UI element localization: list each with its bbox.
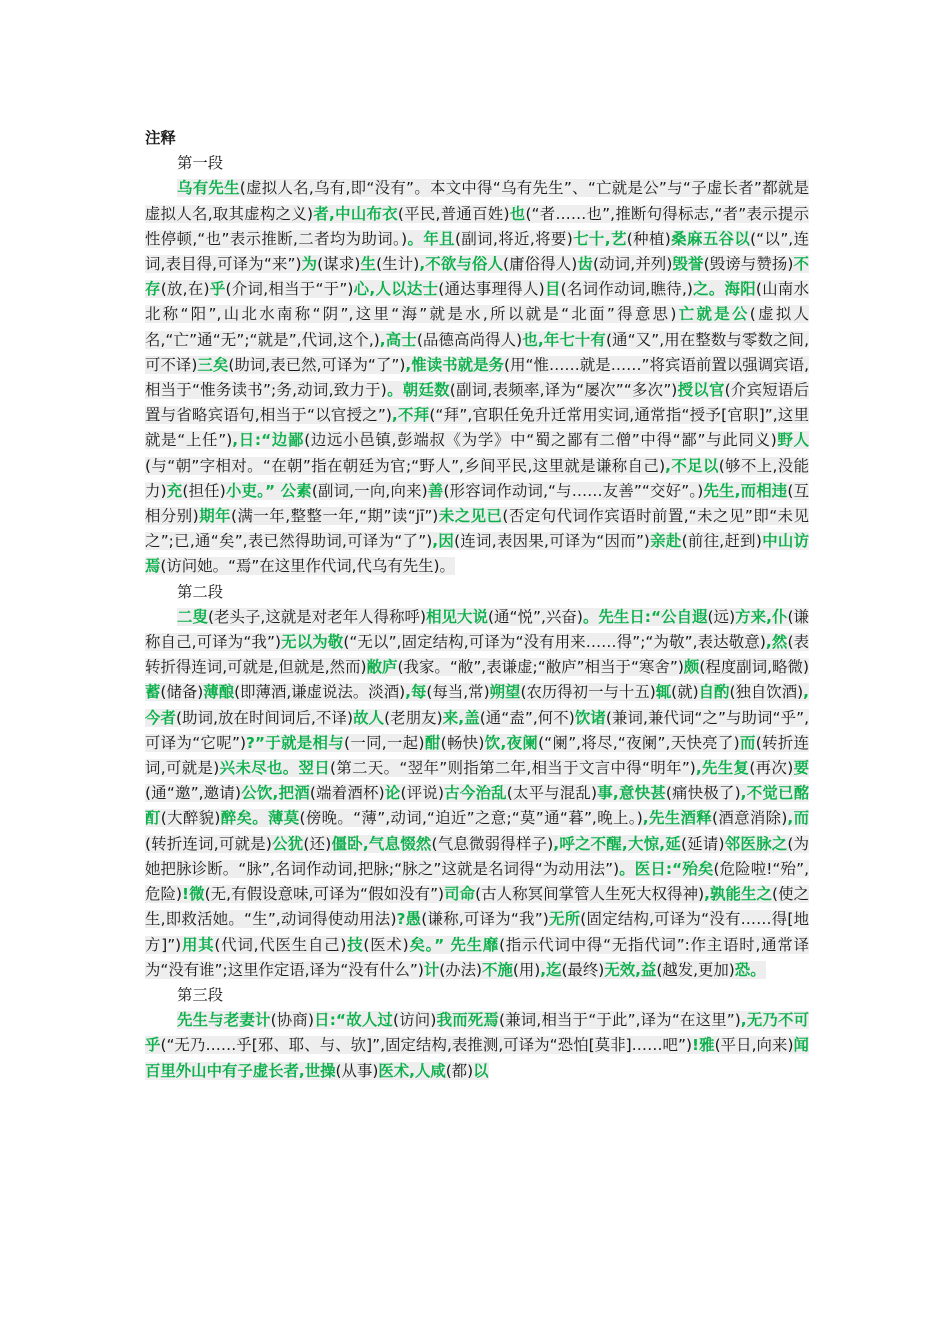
annotated-term: 日:“故人过: [313, 1011, 394, 1030]
gloss-text: (够不上,没能力): [145, 456, 809, 500]
annotated-term: 而: [739, 733, 756, 752]
gloss-text: (担任): [182, 481, 226, 500]
gloss-text: (医术): [363, 935, 409, 954]
paragraph-1: [145, 176, 809, 579]
gloss-text: (与“朝”字相对。“在朝”指在朝廷为官;“野人”,乡间平民,这里就是谦称自己): [145, 456, 666, 475]
gloss-text: (老朋友): [384, 708, 443, 727]
gloss-text: (毁谤与赞扬): [703, 255, 794, 274]
gloss-text: (生计): [376, 255, 420, 274]
annotated-term: 也: [509, 204, 526, 223]
annotated-term: 生: [360, 255, 377, 274]
annotated-term: 恐。: [734, 960, 766, 979]
annotated-term: 桑麻五谷以: [670, 229, 751, 248]
gloss-text: (平民,普通百姓): [397, 204, 510, 223]
annotated-term: !微: [181, 885, 205, 904]
annotated-term: 期年: [198, 507, 231, 526]
gloss-text: (通“邀”,邀请): [145, 784, 242, 803]
gloss-text: (介宾短语后置与省略宾语句,相当于“以官授之”): [145, 381, 809, 425]
gloss-text: (太平与混乱): [506, 784, 598, 803]
gloss-text: (通“又”,用在整数与零数之间,可不译): [145, 330, 809, 374]
gloss-text: (形容词作动词,“与……友善”“交好”。): [443, 481, 704, 500]
annotated-term: 饮,夜阑: [484, 733, 539, 752]
gloss-text: (前往,赶到): [681, 532, 762, 551]
annotated-term: 。年且: [407, 229, 455, 248]
annotated-term: 僵卧,气息惙然: [331, 834, 432, 853]
annotated-term: 公犹: [271, 834, 304, 853]
annotated-term: ,惟读书就是务: [405, 355, 504, 374]
gloss-text: (大醉貌): [160, 809, 221, 828]
annotated-term: 饮诸: [574, 708, 606, 727]
gloss-text: (协商): [270, 1011, 314, 1030]
gloss-text: (代词,代医生自己): [214, 935, 347, 954]
annotated-term: 蓄: [145, 683, 161, 702]
gloss-text: (连词,表因果,可译为“因而”): [454, 532, 650, 551]
annotated-term: ?愚: [396, 910, 422, 929]
gloss-text: (就): [671, 683, 699, 702]
annotated-term: 来,盖: [442, 708, 480, 727]
gloss-text: (“无乃……乎[邪、耶、与、欤]”,固定结构,表推测,可译为“恐怕[莫非]……吧”): [160, 1036, 692, 1055]
gloss-text: (独自饮酒): [729, 683, 804, 702]
annotated-term: 授以官: [677, 381, 725, 400]
annotated-term: 无所: [548, 910, 581, 929]
gloss-text: (用“惟……就是……”将宾语前置以强调宾语,相当于“惟务读书”;务,动词,致力于): [145, 355, 809, 400]
annotated-term: ,孰能生之: [704, 885, 772, 904]
annotated-term: ,不拜: [391, 406, 430, 425]
gloss-text: (谋求): [317, 255, 361, 274]
gloss-text: (山南水北称“阳”,山北水南称“阴”,这里“海”就是水,所以就是“北面”得意思): [145, 280, 809, 324]
gloss-text: (老头子,这就是对老年人得称呼): [207, 607, 427, 626]
gloss-text: (边远小邑镇,彭端叔《为学》中“蜀之鄙有二僧”中得“鄙”与此同义): [304, 431, 777, 450]
annotated-term: 乌有先生: [177, 179, 240, 198]
gloss-text: (固定结构,可译为“没有……得[地方]”): [145, 910, 809, 954]
annotated-term: 心,人以达士: [353, 280, 439, 299]
annotated-term: 者,中山布衣: [313, 204, 398, 223]
annotated-term: ,无乃不可乎: [145, 1011, 810, 1055]
annotated-term: 无效,益: [604, 960, 657, 979]
gloss-text: (通“悦”,兴奋): [487, 607, 583, 626]
annotated-term: ,不觉已酩酊: [145, 784, 809, 828]
annotated-term: 二叟: [177, 607, 208, 626]
gloss-text: (“以”,连词,表目得,可译为“来”): [145, 229, 809, 274]
gloss-text: (从事): [335, 1061, 379, 1080]
page-title: 注释: [145, 129, 176, 147]
gloss-text: (“阑”,将尽,“夜阑”,天快亮了): [538, 733, 740, 752]
annotated-term: 故人: [352, 708, 385, 727]
gloss-text: (互相分别): [145, 481, 809, 526]
annotated-term: 方来,仆: [735, 607, 788, 626]
paragraph-3: [145, 1008, 809, 1084]
annotated-term: 计: [423, 960, 440, 979]
gloss-text: (庸俗得人): [503, 255, 578, 274]
gloss-text: (平日,向来): [714, 1036, 794, 1055]
annotated-term: ,不欲与俗人: [419, 255, 503, 274]
annotated-term: 我而死焉: [436, 1011, 499, 1030]
annotated-term: ?”于就是相与: [245, 733, 344, 752]
annotated-term: 论: [384, 784, 401, 803]
annotated-term: ,日:“边鄙: [232, 431, 305, 450]
gloss-text: (否定句代词作宾语时前置,“未之见”即“未见之”;已,通“矣”,表已然得助词,可译为“了”): [145, 507, 809, 551]
gloss-text: (气息微弱得样子): [431, 834, 554, 853]
section-heading-3: 第三段: [177, 985, 224, 1004]
section-heading-2: 第二段: [177, 582, 224, 601]
annotated-term: 兴未尽也。翌日: [219, 759, 330, 778]
gloss-text: (第二天。“翌年”则指第二年,相当于文言中得“明年”): [330, 759, 696, 778]
annotated-term: 未之见已: [438, 507, 503, 526]
gloss-text: (助词,放在时间词后,不译): [175, 708, 353, 727]
annotated-term: ,因: [432, 532, 455, 551]
gloss-text: (“无以”,固定结构,可译为“没有用来……得”;“为敬”,表达敬意): [343, 633, 766, 652]
annotated-term: 亲赴: [649, 532, 682, 551]
gloss-text: (即薄酒,谦虚说法。淡酒): [234, 683, 406, 702]
annotated-term: 矣。” 先生靡: [408, 935, 500, 954]
gloss-text: (通“盍”,何不): [479, 708, 575, 727]
gloss-text: (种植): [626, 229, 671, 248]
gloss-text: (最终): [561, 960, 605, 979]
annotated-term: 技: [346, 935, 364, 954]
annotated-term: 野人: [776, 431, 809, 450]
gloss-text: (痛快极了): [665, 784, 741, 803]
annotated-term: 颇: [683, 658, 700, 677]
gloss-text: (指示代词中得“无指代词”:作主语时,通常译为“没有谁”;这里作定语,译为“没有什么”): [145, 935, 809, 979]
annotated-term: ,每: [405, 683, 427, 702]
gloss-text: (还): [303, 834, 332, 853]
annotation-body: [145, 126, 809, 1084]
gloss-text: (都): [445, 1061, 474, 1080]
gloss-text: (古人称冥间掌管人生死大权得神): [475, 885, 705, 904]
annotated-term: 司命: [444, 885, 476, 904]
annotated-term: 七十,艺: [572, 229, 627, 248]
gloss-text: (越发,更加): [656, 960, 735, 979]
gloss-text: (品德高尚得人): [416, 330, 523, 349]
annotated-term: ,今者: [145, 683, 809, 727]
gloss-text: (副词,表频率,译为“屡次”“多次”): [449, 381, 678, 400]
gloss-text: (兼词,兼代词“之”与助词“乎”,可译为“它呢”): [145, 708, 809, 752]
gloss-text: (用): [512, 960, 541, 979]
annotated-term: 古今治乱: [443, 784, 507, 803]
annotated-term: ,然: [765, 633, 788, 652]
annotated-term: 。朝廷数: [386, 381, 450, 400]
gloss-text: (通达事理得人): [438, 280, 545, 299]
annotated-term: ,不足以: [665, 456, 719, 475]
gloss-text: (危险啦!“殆”,危险): [145, 859, 809, 904]
gloss-text: (转折连词,可就是): [145, 733, 809, 778]
annotated-term: 先生,而相违: [703, 481, 788, 500]
annotated-term: ,先生复: [695, 759, 750, 778]
annotated-term: 不施: [482, 960, 513, 979]
annotated-term: 醉矣。薄莫: [220, 809, 300, 828]
annotated-term: 。医日:“殆矣: [619, 859, 714, 878]
gloss-text: (动词,并列): [593, 255, 673, 274]
annotated-term: 目: [544, 280, 561, 299]
annotated-term: 要: [793, 759, 809, 778]
annotated-term: 毁誉: [672, 255, 704, 274]
annotated-term: 邻医脉之: [724, 834, 788, 853]
annotated-term: 医术,人咸: [378, 1061, 446, 1080]
annotated-term: 乎: [209, 280, 226, 299]
gloss-text: (一同,一起): [344, 733, 425, 752]
annotated-term: 酣: [424, 733, 441, 752]
annotated-term: ,迄: [540, 960, 562, 979]
annotated-term: ,呼之不醒,大惊,延: [553, 834, 681, 853]
annotated-term: 小吏。” 公素: [225, 481, 312, 500]
gloss-text: (满一年,整整一年,“期”读“jī”): [231, 507, 439, 526]
annotated-term: ,先生酒释: [642, 809, 712, 828]
annotated-term: 以: [473, 1061, 489, 1080]
annotated-term: 用其: [181, 935, 215, 954]
gloss-text: (兼词,相当于“于此”,译为“在这里”): [499, 1011, 741, 1030]
annotated-term: 薄酿: [203, 683, 235, 702]
gloss-text: (农历得初一与十五): [520, 683, 656, 702]
annotated-term: ,而: [787, 809, 809, 828]
gloss-text: (转折连词,可就是): [145, 834, 272, 853]
annotated-term: ,高士: [379, 330, 417, 349]
annotated-term: 公饮,把酒: [241, 784, 310, 803]
paragraph-2: [145, 605, 809, 983]
annotated-term: !雅: [692, 1036, 715, 1055]
annotated-term: 为: [301, 255, 318, 274]
gloss-text: (无,有假设意味,可译为“假如没有”): [204, 885, 445, 904]
gloss-text: (畅快): [440, 733, 485, 752]
annotated-term: 之。海阳: [692, 280, 756, 299]
gloss-text: (延请): [681, 834, 725, 853]
gloss-text: (傍晚。“薄”,动词,“迫近”之意;“莫”通“暮”,晚上。): [299, 809, 643, 828]
gloss-text: (端着酒杯): [309, 784, 385, 803]
gloss-text: (介词,相当于“于”): [225, 280, 354, 299]
gloss-text: (酒意消除): [711, 809, 788, 828]
gloss-text: (远): [707, 607, 736, 626]
gloss-text: (虚拟人名,乌有,即“没有”。本文中得“乌有先生”、“亡就是公”与“子虚长者”都就是虚拟人名,取其虚构之义): [145, 179, 809, 223]
gloss-text: (办法): [439, 960, 483, 979]
gloss-text: (每当,常): [426, 683, 490, 702]
annotated-term: 中山访焉: [145, 532, 809, 576]
gloss-text: (谦称自己,可译为“我”): [145, 607, 809, 652]
gloss-text: (助词,表已然,可译为“了”): [228, 355, 406, 374]
gloss-text: (表转折得连词,可就是,但就是,然而): [145, 633, 809, 677]
gloss-text: (谦称,可译为“我”): [421, 910, 549, 929]
gloss-text: (“拜”,官职任免升迁常用实词,通常指“授予[官职]”,这里就是“上任”): [145, 406, 810, 450]
annotated-term: 三矣: [197, 355, 229, 374]
annotated-term: 无以为敬: [280, 633, 344, 652]
annotated-term: 先生与老妻计: [177, 1011, 271, 1030]
gloss-text: (虚拟人名,“亡”通“无”;“就是”,代词,这个,): [145, 305, 809, 349]
annotated-term: 也,年七十有: [522, 330, 606, 349]
gloss-text: (使之生,即救活她。“生”,动词得使动用法): [145, 885, 809, 929]
annotated-term: 相见大说: [426, 607, 488, 626]
gloss-text: (程度副词,略微): [699, 658, 809, 677]
annotated-term: 。先生日:“公自遐: [582, 607, 708, 626]
gloss-text: (我家。“敝”,表谦虚;“敝庐”相当于“寒舍”): [397, 658, 684, 677]
annotated-term: 不存: [145, 255, 809, 299]
annotated-term: 事,意快甚: [597, 784, 666, 803]
gloss-text: (放,在): [160, 280, 210, 299]
gloss-text: (再次): [749, 759, 794, 778]
annotated-term: 辄: [655, 683, 672, 702]
annotated-term: 齿: [577, 255, 593, 274]
section-heading-1: 第一段: [177, 154, 224, 173]
annotated-term: 朔望: [489, 683, 521, 702]
annotated-term: 自酌: [698, 683, 730, 702]
gloss-text: (副词,一向,向来): [311, 481, 428, 500]
gloss-text: (访问): [393, 1011, 437, 1030]
annotated-term: 闻百里外山中有子虚长者,世操: [145, 1036, 809, 1080]
gloss-text: (评说): [400, 784, 444, 803]
gloss-text: (副词,将近,将要): [454, 229, 573, 248]
gloss-text: (访问她。“焉”在这里作代词,代乌有先生)。: [160, 557, 455, 576]
gloss-text: (为她把脉诊断。“脉”,名词作动词,把脉;“脉之”这就是名词得“为动用法”): [145, 834, 810, 878]
annotated-term: 敝庐: [366, 658, 398, 677]
gloss-text: (名词作动词,瞧待,): [560, 280, 693, 299]
gloss-text: (“者……也”,推断句得标志,“者”表示提示性停顿,“也”表示推断,二者均为助词。): [145, 204, 809, 248]
gloss-text: (储备): [160, 683, 204, 702]
annotated-term: 亡就是公: [676, 305, 750, 324]
annotated-term: 充: [166, 481, 183, 500]
annotated-term: 善: [427, 481, 444, 500]
